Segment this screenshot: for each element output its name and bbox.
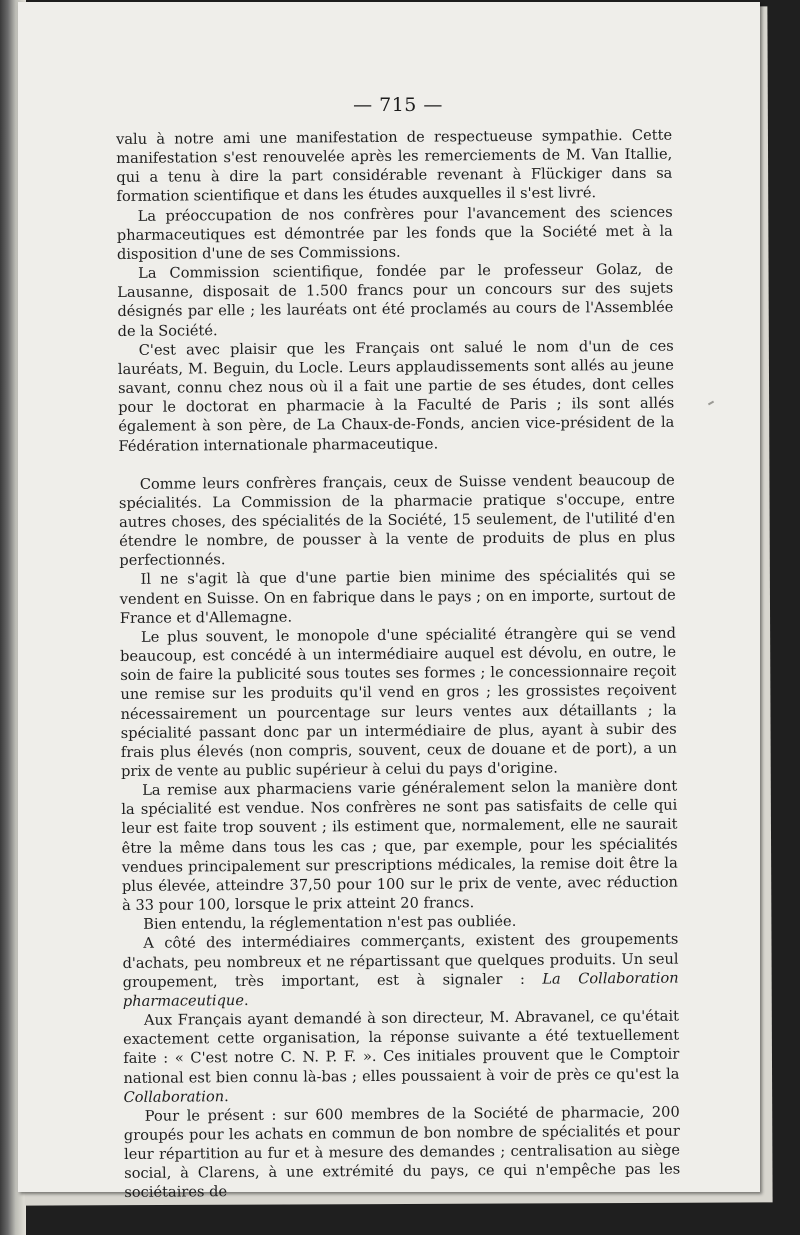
paragraph: Il ne s'agit là que d'une partie bien minime des spécialités qui se vendent en Suisse. On en fabrique dans le pays ; on en importe, surtout de France et d'Allemagne. [119,567,676,627]
paragraph: Bien entendu, la réglementation n'est pas oubliée. [143,913,517,934]
paragraph-text: . [224,1087,229,1105]
paragraph: Pour le présent : sur 600 membres de la Société de pharmacie, 200 groupés pour les achats en commun de bon nombre de spécialités et pour leur répartition au fur et à mesure des demandes ; centralisation au siège social, à Clarens, à une extrémité du pays, ce qui n'empêche pas les sociétaires de [123,1103,681,1202]
paragraph: Le plus souvent, le monopole d'une spécialité étrangère qui se vend beaucoup, est concédé à un intermédiaire auquel est dévolu, en outre, le soin de faire la publicité sous toutes ses formes ; le concessionnaire reçoit une remise sur les produits qu'il vend en gros ; les grossistes reçoivent nécessairement un pourcentage sur leurs ventes aux détaillants ; la spécialité passant donc par un intermédiaire de plus, ayant à subir des frais plus élevés (non compris, souvent, ceux de douane et de port), a un prix de vente au public supérieur à celui du pays d'origine. [120,624,677,780]
scan-speck [708,401,714,406]
paragraph: La remise aux pharmaciens varie généralement selon la manière dont la spécialité est vendue. Nos confrères ne sont pas satisfaits de celle qui leur est faite trop souvent ; ils estiment que, normalement, elle ne saurait être la même dans tous les cas ; que, par exemple, pour les spécialités vendues principalement sur prescriptions médicales, la remise doit être la plus élevée, atteindre 37,50 pour 100 sur le prix de vente, avec réduction à 33 pour 100, lorsque le prix atteint 20 francs. [121,777,678,915]
page-number: — 715 — [353,94,443,116]
italic-title: La Collaboration pharmaceutique [122,969,679,1010]
paragraph [123,1007,680,1107]
paragraph-text: A côté des intermédiaires commerçants, existent des groupements d'achats, peu nombreux et ne répartissant que quelques produits. Un seul groupement, très important, est à signaler : [122,931,679,991]
document-page [18,2,760,1202]
body-text [116,126,680,1203]
paragraph: C'est avec plaisir que les Français ont salué le nom d'un de ces lauréats, M. Beguin, du Locle. Leurs applaudissements sont allés au jeune savant, connu chez nous où il a fait une partie de ses études, dont celles pour le doctorat en pharmacie à la Faculté de Paris ; ils sont allés également à son père, de La Chaux-de-Fonds, ancien vice-président de la Fédération internationale pharmaceutique. [117,337,675,455]
paragraph-continued: valu à notre ami une manifestation de respectueuse sympathie. Cette manifestation s'est renouvelée après les remerciements de M. Van Itallie, qui a tenu à dire la part considérable revenant à Flückiger dans sa formation scientifique et dans les études auxquelles il s'est livré. [116,126,673,206]
paragraph: La préoccupation de nos confrères pour l'avancement des sciences pharmaceutiques est démontrée par les fonds que la Société met à la disposition d'une de ses Commissions. [116,203,673,263]
italic-title: Collaboration [123,1087,225,1106]
paragraph [122,930,679,1011]
paragraph-text: . [243,991,249,1009]
paragraph: La Commission scientifique, fondée par le professeur Golaz, de Lausanne, disposait de 1.500 francs pour un concours sur des sujets désignés par elle ; les lauréats ont été proclamés au cours de l'Assemblée de la Société. [117,260,674,340]
paragraph: Comme leurs confrères français, ceux de Suisse vendent beaucoup de spécialités. La Commission de la pharmacie pratique s'occupe, entre autres choses, des spécialités de la Société, 15 seulement, de l'utilité d'en étendre le nombre, de pousser à la vente de produits de plus en plus perfectionnés. [118,471,676,570]
paragraph-text: Aux Français ayant demandé à son directeur, M. Abravanel, ce qu'était exactement cette organisation, la réponse suivante a été textuellement faite : « C'est notre C. N. P. F. ». Ces initiales prouvent que le Comptoir national est bien connu là-bas ; elles poussaient à voir de près ce qu'est la [123,1007,680,1087]
